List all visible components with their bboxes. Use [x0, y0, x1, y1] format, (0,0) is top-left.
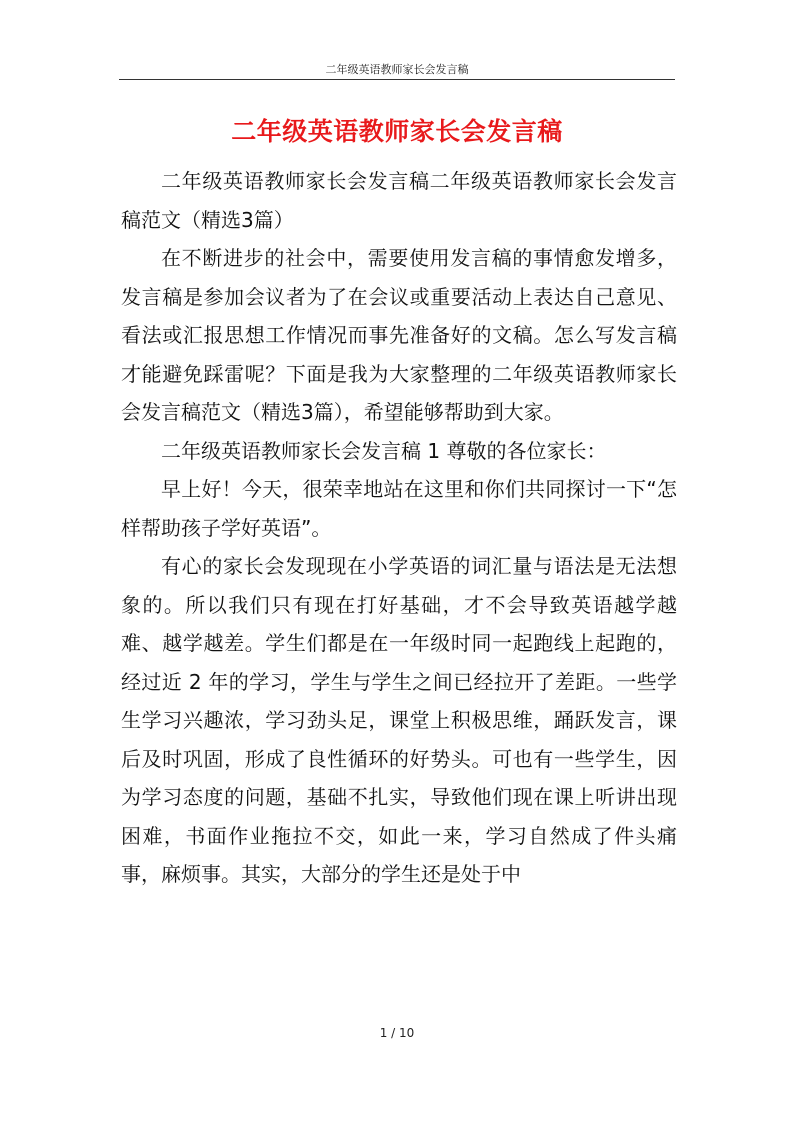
document-body — [121, 162, 677, 894]
paragraph-speech-heading: 二年级英语教师家长会发言稿 1 尊敬的各位家长： — [161, 438, 607, 463]
running-header: 二年级英语教师家长会发言稿 — [325, 63, 469, 76]
paragraph-greeting: 早上好！今天，很荣幸地站在这里和你们共同探讨一下“怎样帮助孩子学好英语”。 — [121, 477, 677, 540]
paragraph-preface: 在不断进步的社会中，需要使用发言稿的事情愈发增多，发言稿是参加会议者为了在会议或重要活动上表达自己意见、看法或汇报思想工作情况而事先准备好的文稿。怎么写发言稿才能避免踩雷呢？下面是我为大家整理的二年级英语教师家长会发言稿范文（精选3篇），希望能够帮助到大家。 — [121, 246, 677, 424]
paragraph-body: 有心的家长会发现现在小学英语的词汇量与语法是无法想象的。所以我们只有现在打好基础，才不会导致英语越学越难、越学越差。学生们都是在一年级时同一起跑线上起跑的，经过近 2 年的学习，学生与学生之间已经拉开了差距。一些学生学习兴趣浓，学习劲头足，课堂上积极思维，踊跃发言，课后及时巩固，形成了良性循环的好势头。可也有一些学生，因为学习态度的问题，基础不扎实，导致他们现在课上听讲出现困难，书面作业拖拉不交，如此一来，学习自然成了件头痛事，麻烦事。其实，大部分的学生还是处于中 — [121, 554, 677, 886]
page-number: 1 / 10 — [379, 1026, 415, 1040]
header-divider — [119, 79, 675, 80]
document-title: 二年级英语教师家长会发言稿 — [231, 117, 563, 146]
paragraph-intro: 二年级英语教师家长会发言稿二年级英语教师家长会发言稿范文（精选3篇） — [121, 169, 677, 232]
